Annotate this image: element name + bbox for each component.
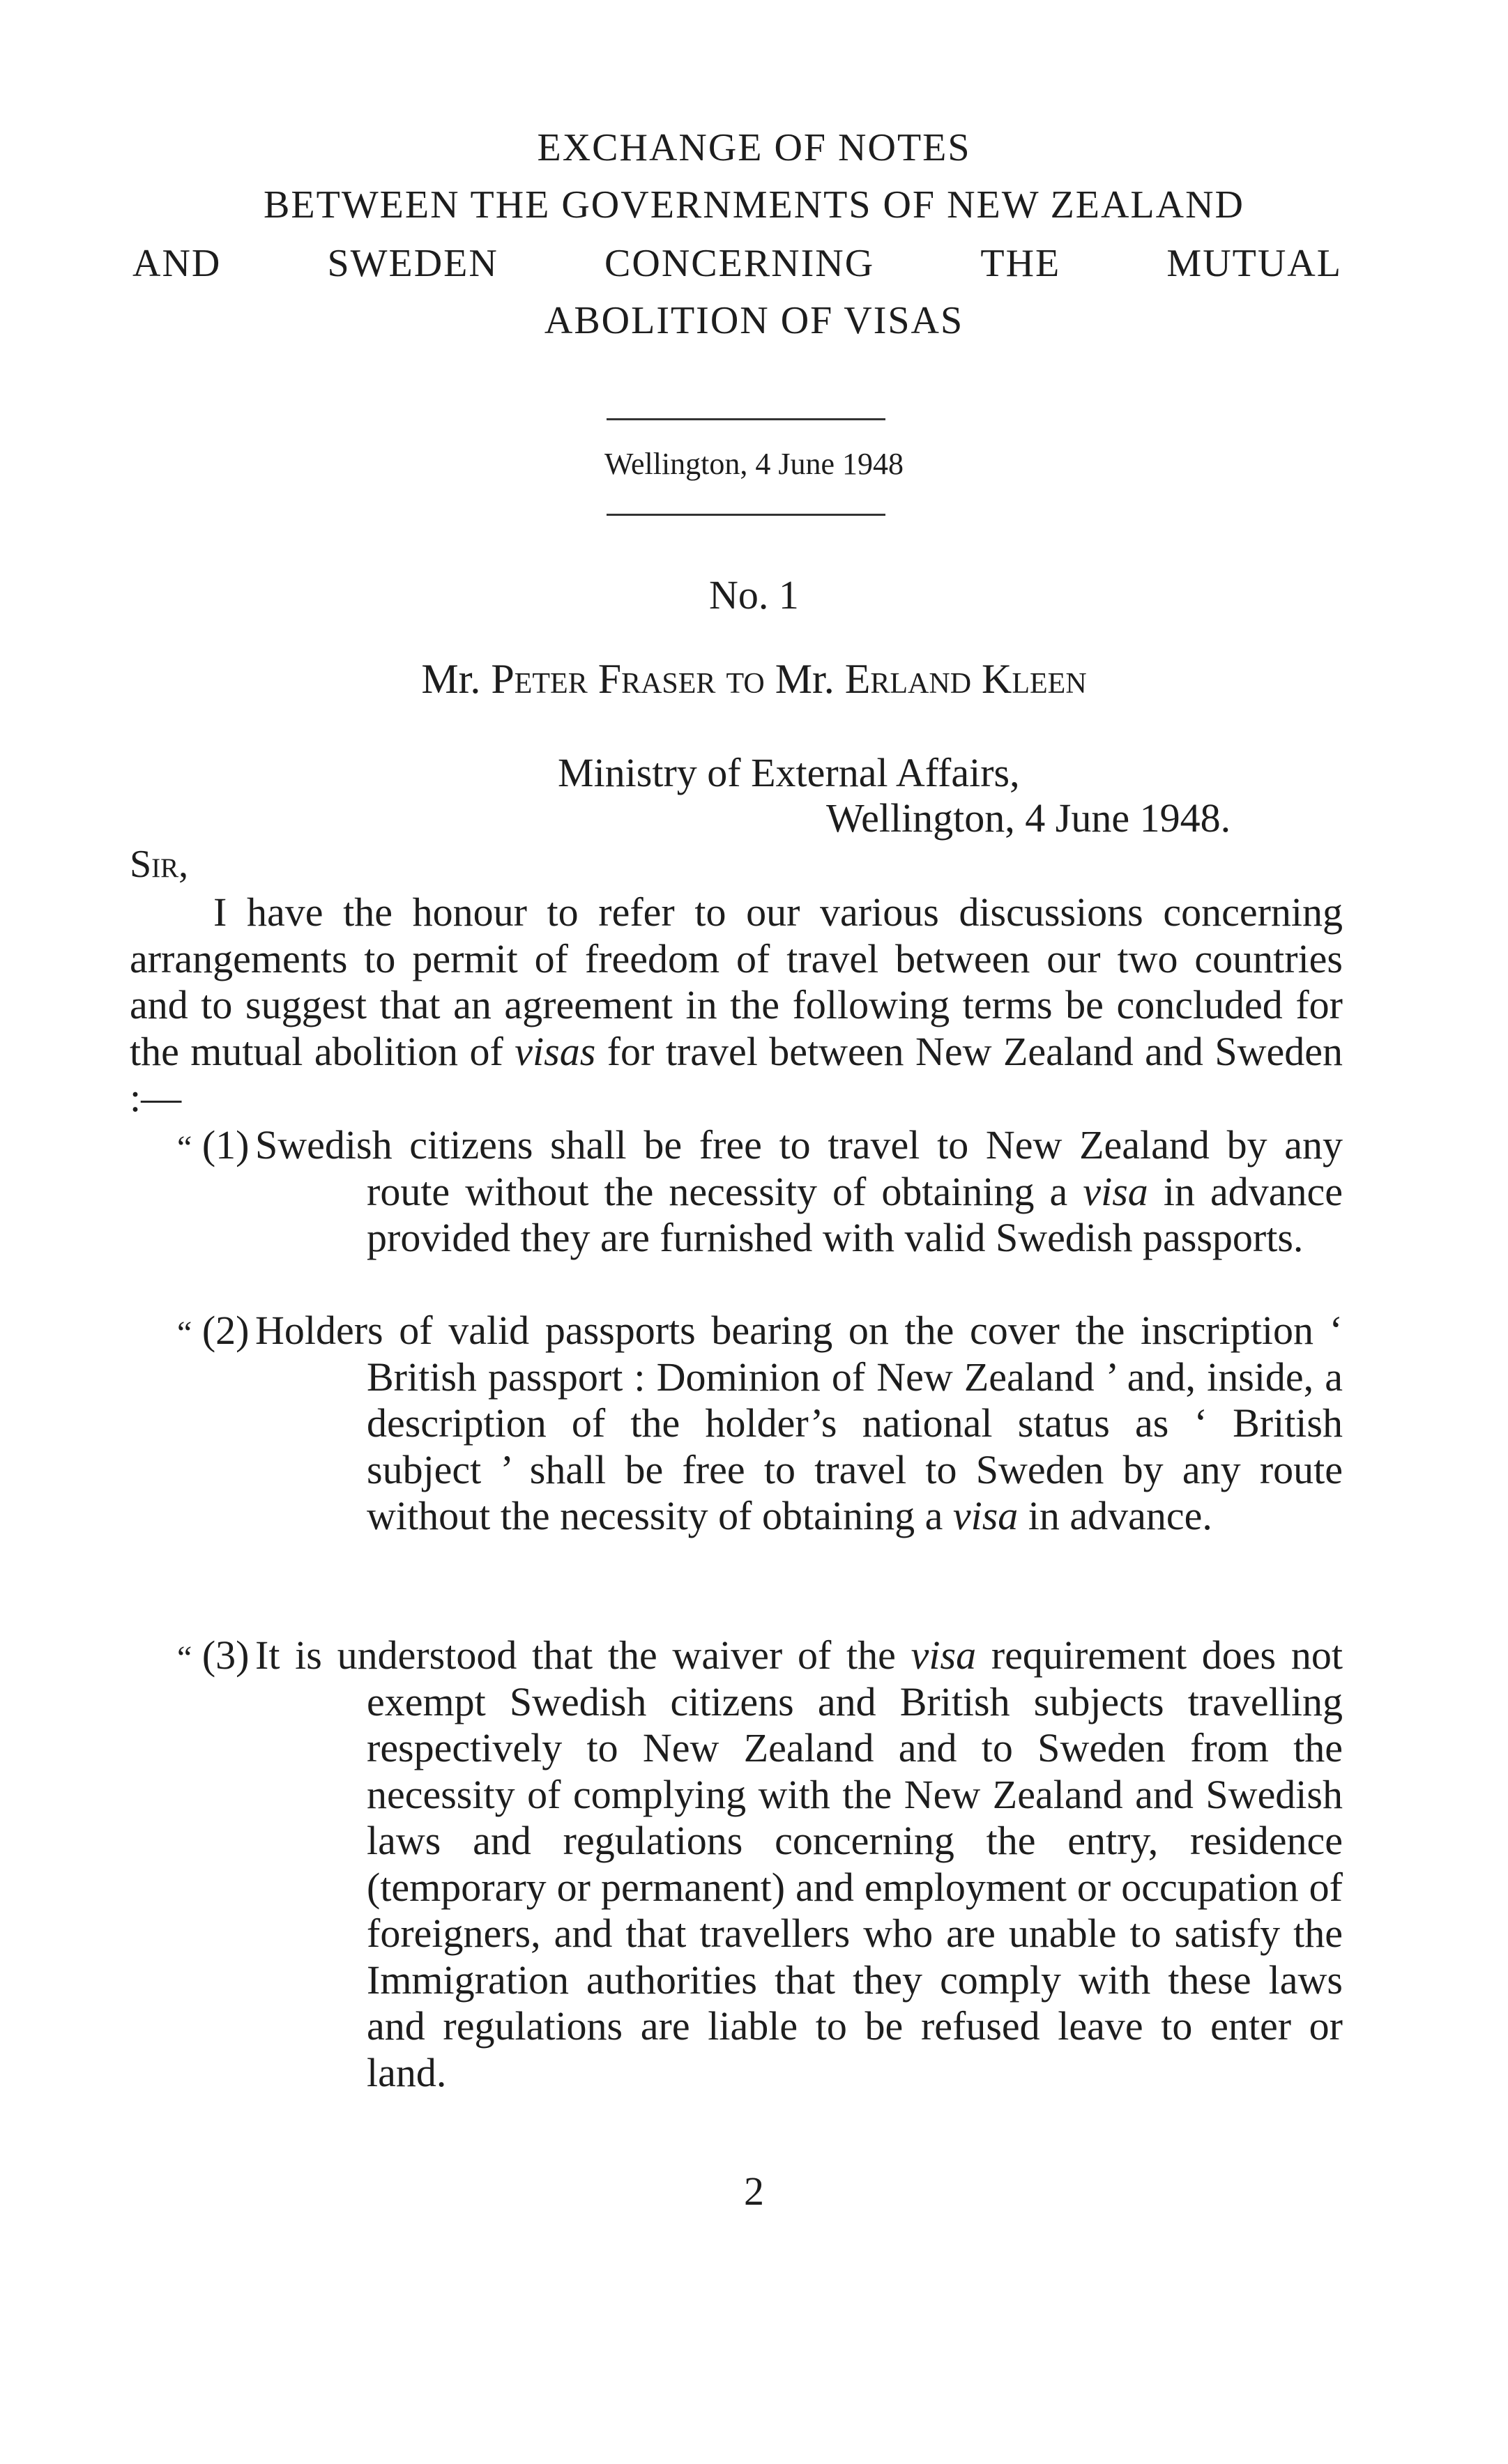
intro-paragraph: I have the honour to refer to our various discussions concerning arrangements to permit of freedom of travel between our two countries and to suggest that an agreement in the following terms be concluded for the mutual abolition of visas for travel between New Zealand and Sweden :—: [130, 889, 1343, 1120]
list-item: [130, 1308, 1343, 1540]
item-marker: “ (1): [177, 1122, 250, 1168]
intro-italic: visas: [515, 1028, 596, 1074]
title-word: AND: [132, 242, 222, 285]
title-line-2: BETWEEN THE GOVERNMENTS OF NEW ZEALAND: [264, 183, 1244, 227]
place-date: Wellington, 4 June 1948: [604, 447, 904, 481]
letter-body: [130, 889, 1343, 1122]
ministry-line: Ministry of External Affairs,: [558, 750, 1020, 795]
item-marker: “ (3): [177, 1632, 250, 1678]
list-item: [130, 1122, 1343, 1262]
title-line-3: [132, 241, 1342, 286]
sender-name: Peter Fraser: [491, 656, 716, 702]
title-line-4: ABOLITION OF VISAS: [544, 299, 964, 342]
title-word: THE: [980, 242, 1061, 285]
title-mr: Mr.: [421, 656, 481, 702]
item-text: It is understood that the waiver of the visa requirement does not exempt Swedish citizens and British subjects travelling respectively to New Zealand and to Sweden from the necessity of complying with the New Zealand and Swedish laws and regulations concerning the entry, residence (temporary or permanent) and employment or occupation of foreigners, and that travellers who are unable to satisfy the Immigration authorities that they comply with these laws and regulations are liable to be refused leave to enter or land.: [255, 1632, 1343, 2095]
from-to-line: [0, 655, 1508, 703]
title-word: MUTUAL: [1166, 242, 1342, 285]
title-word: SWEDEN: [327, 242, 498, 285]
item-text: Swedish citizens shall be free to travel to New Zealand by any route without the necessity of obtaining a visa in advance provided they are furnished with valid Swedish passports.: [255, 1122, 1343, 1260]
letter-date: Wellington, 4 June 1948.: [826, 795, 1231, 841]
divider-top: [607, 418, 885, 420]
to-word: to: [726, 656, 765, 702]
item-text: Holders of valid passports bearing on the cover the inscription ‘ British passport : Dominion of New Zealand ’ and, inside, a description of the holder’s national status as ‘ British subject ’ shall be free to travel to Sweden by any route without the necessity of obtaining a visa in advance.: [255, 1308, 1343, 1538]
recipient-name: Erland Kleen: [844, 656, 1087, 702]
items-list: [130, 1122, 1343, 2307]
title-mr: Mr.: [775, 656, 835, 702]
note-number: No. 1: [709, 572, 799, 618]
item-marker: “ (2): [177, 1308, 250, 1353]
salutation: Sir,: [130, 843, 189, 886]
list-item: [130, 1632, 1343, 2096]
divider-bottom: [607, 514, 885, 516]
page-number: 2: [744, 2168, 764, 2214]
title-word: CONCERNING: [604, 242, 875, 285]
title-line-1: EXCHANGE OF NOTES: [537, 126, 971, 169]
